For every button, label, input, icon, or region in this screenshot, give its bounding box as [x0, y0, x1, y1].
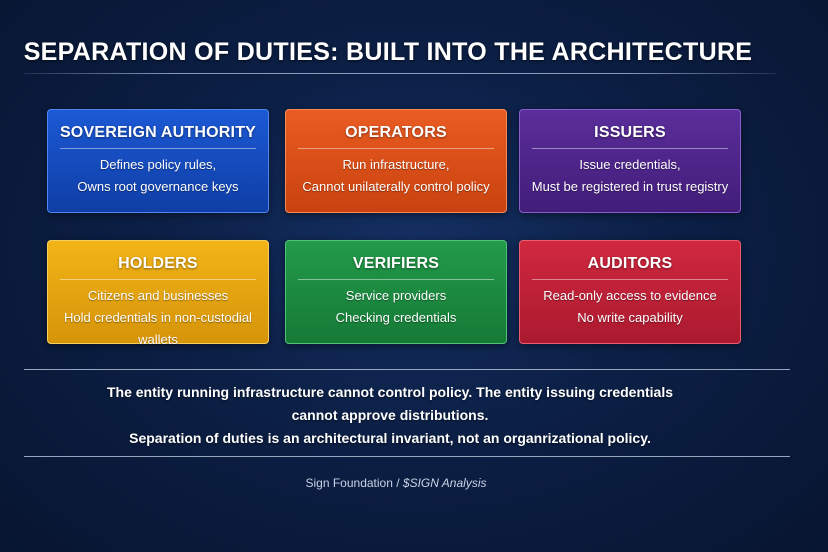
card-line: Owns root governance keys: [77, 179, 239, 194]
card-auditors: [519, 240, 741, 344]
card-verifiers: [285, 240, 507, 344]
statement-line: cannot approve distributions.: [291, 407, 489, 423]
card-divider: [298, 279, 494, 280]
card-title: VERIFIERS: [352, 255, 440, 272]
card-divider: [532, 279, 728, 280]
card-line: Run infrastructure,: [342, 157, 450, 172]
statement-top-divider: [24, 369, 790, 370]
card-title: OPERATORS: [345, 124, 447, 141]
card-line: Issue credentials,: [579, 157, 681, 172]
card-divider: [60, 148, 256, 149]
card-divider: [532, 148, 728, 149]
card-title: AUDITORS: [587, 255, 673, 272]
card-line: Cannot unilaterally control policy: [302, 179, 490, 194]
footer-attribution: [0, 476, 792, 490]
card-line: Checking credentials: [335, 310, 457, 325]
card-title: ISSUERS: [594, 124, 666, 141]
card-line: Read-only access to evidence: [543, 288, 717, 303]
card-title: HOLDERS: [118, 255, 198, 272]
card-line: Hold credentials in non-custodial wallets: [64, 310, 252, 347]
footer-analysis: $SIGN Analysis: [402, 476, 487, 490]
card-divider: [298, 148, 494, 149]
footer-source: Sign Foundation /: [305, 476, 403, 490]
page-title: SEPARATION OF DUTIES: BUILT INTO THE ARCHITECTURE: [23, 38, 753, 66]
card-sovereign-authority: [47, 109, 269, 213]
card-line: Defines policy rules,: [99, 157, 217, 172]
card-operators: [285, 109, 507, 213]
card-issuers: [519, 109, 741, 213]
title-divider: [24, 73, 776, 74]
statement-block: [0, 381, 780, 450]
card-title: SOVEREIGN AUTHORITY: [59, 124, 257, 141]
card-line: Must be registered in trust registry: [531, 179, 729, 194]
card-line: Service providers: [345, 288, 447, 303]
card-line: No write capability: [577, 310, 683, 325]
statement-bottom-divider: [24, 456, 790, 457]
card-divider: [60, 279, 256, 280]
card-line: Citizens and businesses: [87, 288, 229, 303]
statement-line: The entity running infrastructure cannot control policy. The entity issuing credentials: [106, 384, 674, 400]
statement-line: Separation of duties is an architectural invariant, not an organrizational policy.: [129, 430, 651, 446]
card-holders: [47, 240, 269, 347]
